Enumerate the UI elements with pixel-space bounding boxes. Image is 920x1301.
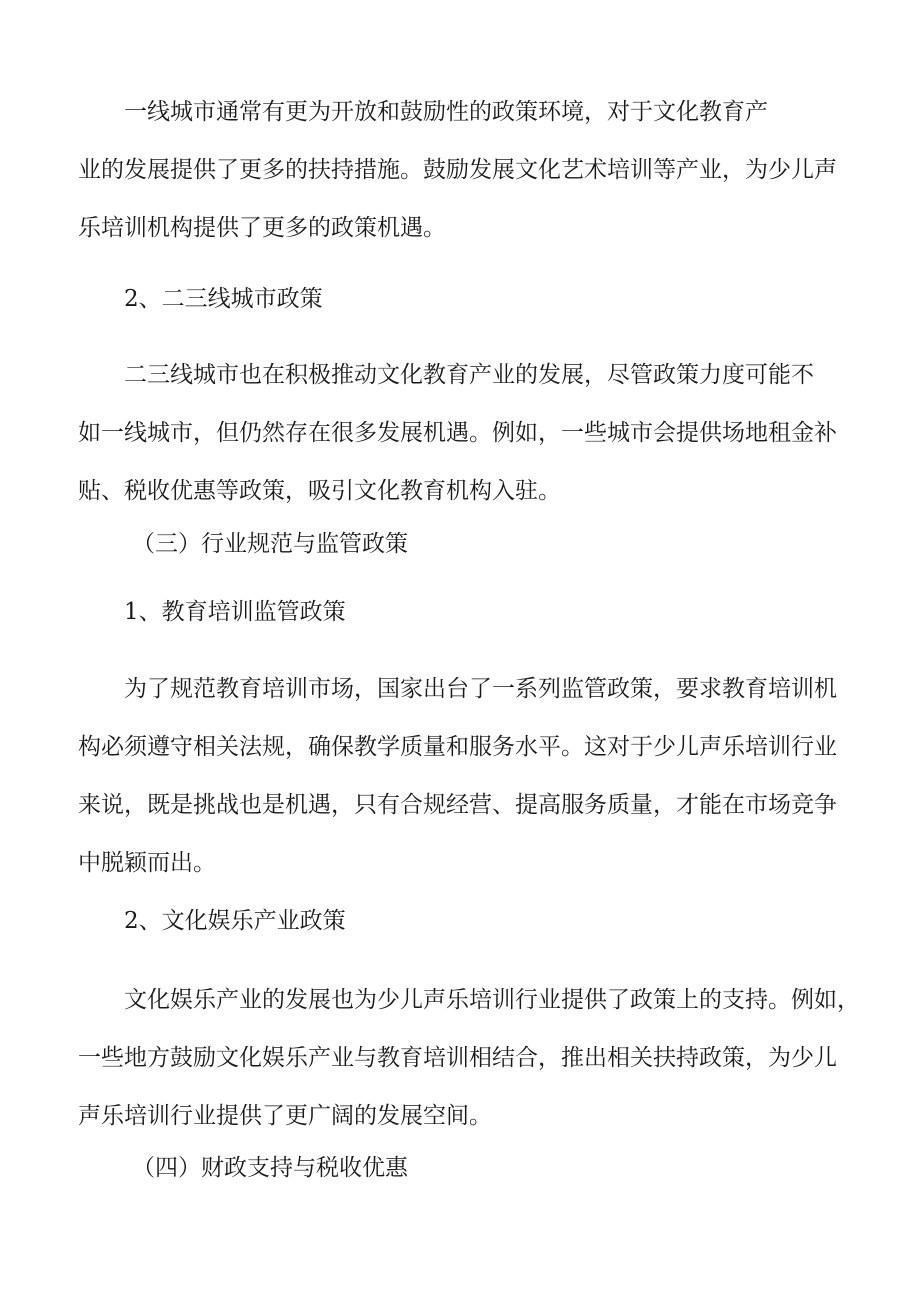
- body-paragraph: [78, 987, 860, 1129]
- subsection-heading: [78, 601, 848, 624]
- section-heading: [78, 1157, 848, 1180]
- paragraph-line: 声乐培训行业提供了更广阔的发展空间。: [78, 1103, 492, 1129]
- heading-text: 2、文化娱乐产业政策: [124, 908, 346, 934]
- body-paragraph: [78, 101, 848, 240]
- paragraph-line: 业的发展提供了更多的扶持措施。鼓励发展文化艺术培训等产业，为少儿声: [78, 157, 837, 183]
- paragraph-line: 为了规范教育培训市场，国家出台了一系列监管政策，要求教育培训机: [124, 676, 837, 702]
- body-paragraph: [78, 678, 848, 875]
- subsection-heading: [78, 910, 848, 933]
- paragraph-line: 一些地方鼓励文化娱乐产业与教育培训相结合，推出相关扶持政策，为少儿: [78, 1045, 837, 1071]
- paragraph-line: 来说，既是挑战也是机遇，只有合规经营、提高服务质量，才能在市场竞争: [78, 792, 837, 818]
- paragraph-line: 乐培训机构提供了更多的政策机遇。: [78, 215, 446, 241]
- paragraph-line: 中脱颖而出。: [78, 850, 216, 876]
- heading-text: 1、教育培训监管政策: [124, 599, 346, 625]
- section-heading: [78, 533, 848, 556]
- heading-text: 2、二三线城市政策: [124, 286, 323, 312]
- paragraph-line: 一线城市通常有更为开放和鼓励性的政策环境，对于文化教育产: [124, 99, 768, 125]
- paragraph-line: 构必须遵守相关法规，确保教学质量和服务水平。这对于少儿声乐培训行业: [78, 734, 837, 760]
- paragraph-line: 文化娱乐产业的发展也为少儿声乐培训行业提供了政策上的支持。例如，: [124, 987, 860, 1013]
- section-heading-text: （四）财政支持与税收优惠: [132, 1155, 408, 1181]
- subsection-heading: [78, 288, 848, 311]
- paragraph-line: 如一线城市，但仍然存在很多发展机遇。例如，一些城市会提供场地租金补: [78, 420, 837, 446]
- paragraph-line: 贴、税收优惠等政策，吸引文化教育机构入驻。: [78, 478, 561, 504]
- section-heading-text: （三）行业规范与监管政策: [132, 531, 408, 557]
- body-paragraph: [78, 364, 848, 503]
- paragraph-line: 二三线城市也在积极推动文化教育产业的发展，尽管政策力度可能不: [124, 362, 814, 388]
